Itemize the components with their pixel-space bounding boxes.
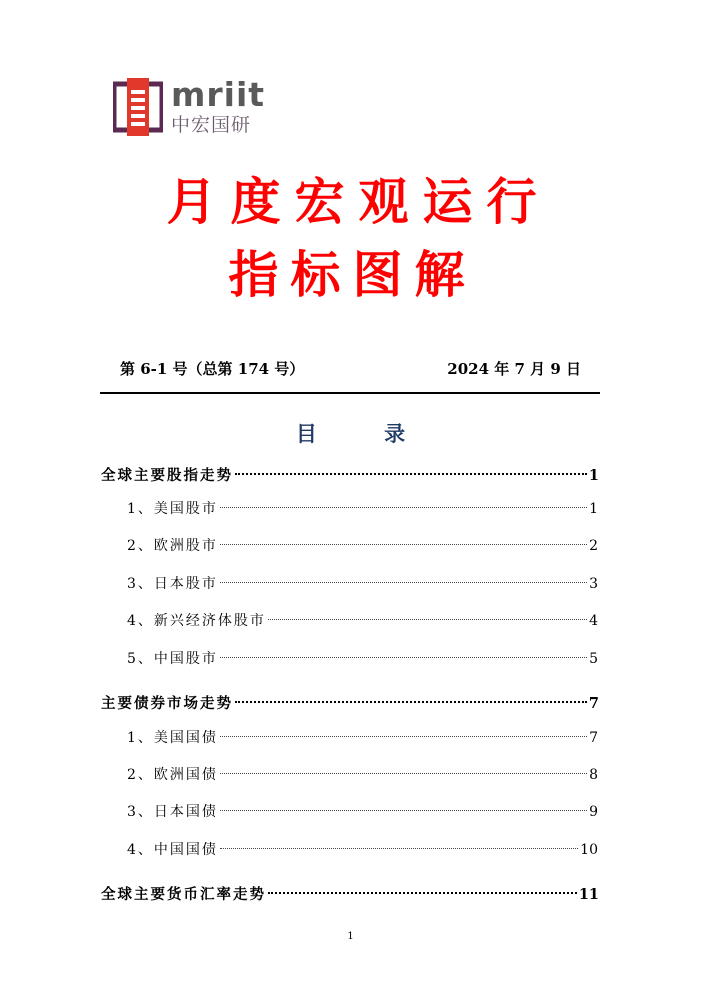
- toc-entry-label: 5、中国股市: [127, 651, 218, 667]
- header-divider: [100, 392, 600, 394]
- toc-page-number: 3: [589, 576, 598, 592]
- toc-page-number: 2: [589, 538, 598, 554]
- toc-item-europe-stocks[interactable]: [127, 535, 598, 557]
- toc-entry-label: 3、日本股市: [127, 576, 218, 592]
- toc-page-number: 1: [589, 501, 598, 517]
- toc-heading: 目 录: [295, 421, 436, 446]
- toc-leader-dots: [220, 507, 587, 508]
- toc-page-number: 9: [589, 804, 598, 820]
- toc-entry-label: 1、美国股市: [127, 501, 218, 517]
- toc-leader-dots: [220, 657, 587, 658]
- toc-leader-dots: [235, 701, 587, 703]
- toc-item-china-bonds[interactable]: [127, 839, 598, 861]
- toc-leader-dots: [220, 810, 587, 811]
- mriit-logo-mark-icon: [113, 78, 163, 136]
- toc-entry-label: 2、欧洲国债: [127, 767, 218, 783]
- toc-item-japan-bonds[interactable]: [127, 801, 598, 823]
- page-number: 1: [347, 931, 354, 942]
- toc-leader-dots: [268, 892, 577, 894]
- toc-leader-dots: [220, 544, 587, 545]
- logo-brand-cn-text: 中宏国研: [171, 114, 252, 136]
- toc-leader-dots: [220, 736, 587, 737]
- toc-leader-dots: [220, 582, 587, 583]
- toc-entry-label: 1、美国国债: [127, 730, 218, 746]
- toc-page-number: 4: [589, 613, 598, 629]
- toc-page-number: 1: [588, 467, 599, 484]
- toc-section-global-stock-indices[interactable]: [101, 465, 599, 487]
- toc-entry-label: 主要债券市场走势: [101, 695, 233, 712]
- toc-entry-label: 全球主要货币汇率走势: [101, 886, 266, 903]
- toc-item-us-bonds[interactable]: [127, 727, 598, 749]
- issue-info: [120, 357, 581, 381]
- toc-page-number: 7: [589, 730, 598, 746]
- toc-item-china-stocks[interactable]: [127, 648, 598, 670]
- toc-page-number: 8: [589, 767, 598, 783]
- toc-entry-label: 2、欧洲股市: [127, 538, 218, 554]
- toc-item-emerging-stocks[interactable]: [127, 610, 598, 632]
- toc-page-number: 5: [589, 651, 598, 667]
- toc-section-bond-markets[interactable]: [101, 693, 599, 715]
- toc-item-us-stocks[interactable]: [127, 498, 598, 520]
- issue-date: 2024 年 7 月 9 日: [447, 360, 581, 378]
- logo-brand-text: mriit: [171, 75, 266, 114]
- toc-entry-label: 3、日本国债: [127, 804, 218, 820]
- toc-entry-label: 全球主要股指走势: [101, 467, 233, 484]
- toc-leader-dots: [235, 473, 587, 475]
- toc-section-exchange-rates[interactable]: [101, 884, 599, 906]
- toc-page-number: 7: [588, 695, 599, 712]
- issue-number: 第 6-1 号（总第 174 号）: [120, 360, 305, 378]
- toc-item-europe-bonds[interactable]: [127, 764, 598, 786]
- toc-item-japan-stocks[interactable]: [127, 573, 598, 595]
- toc-entry-label: 4、中国国债: [127, 842, 218, 858]
- toc-page-number: 10: [580, 842, 598, 858]
- mriit-logo: [113, 75, 266, 138]
- report-title-line-1: 月度宏观运行: [166, 173, 551, 231]
- report-title-line-2: 指标图解: [228, 246, 477, 304]
- toc-leader-dots: [220, 773, 587, 774]
- toc-entry-label: 4、新兴经济体股市: [127, 613, 266, 629]
- toc-leader-dots: [268, 619, 587, 620]
- toc-leader-dots: [220, 848, 578, 849]
- toc-page-number: 11: [578, 886, 599, 903]
